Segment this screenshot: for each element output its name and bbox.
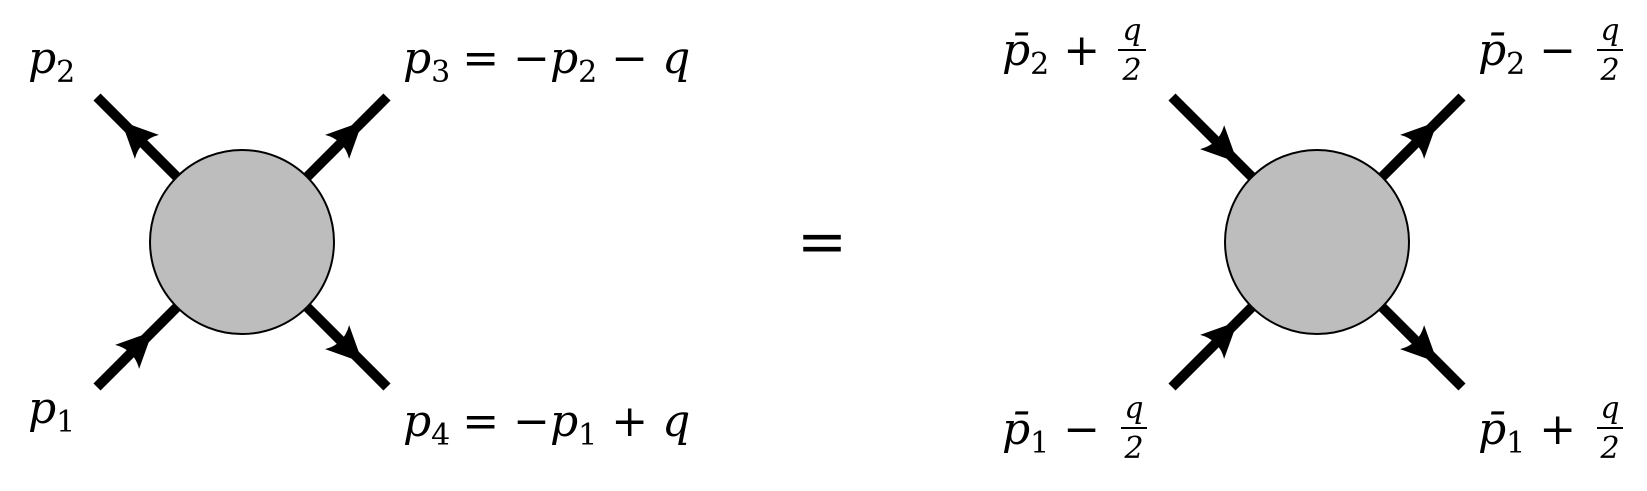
left-vertex-blob [150,150,334,334]
svg-text:p̄1−: $p̄_1$ − [1002,404,1101,461]
label-pb2-minus [1478,13,1623,88]
label-p1: $p_1$ [28,383,76,440]
leg-pb2-plus-line [1172,97,1253,178]
svg-text:q: q [1124,391,1144,426]
svg-text:p̄1+: $p̄_1$ + [1478,404,1577,461]
svg-text:2: 2 [1124,431,1144,466]
label-pb2-plus [1002,13,1146,88]
label-p4: $p_4 = -p_1 + q$ [403,396,691,453]
label-p3: $p_3 = -p_2 - q$ [403,33,691,90]
label-pb1-plus [1478,391,1623,466]
svg-text:p̄2−: $p̄_2$ − [1478,25,1577,82]
leg-pb1-minus-line [1172,306,1253,387]
svg-text:2: 2 [1122,53,1142,88]
equals-sign: = [796,207,848,277]
left-vertex-group [28,33,690,453]
right-vertex-blob [1225,150,1409,334]
right-vertex-group [1002,13,1623,466]
svg-text:2: 2 [1600,53,1620,88]
svg-text:2: 2 [1600,431,1620,466]
svg-text:q: q [1122,13,1142,48]
svg-text:q: q [1600,13,1620,48]
svg-text:q: q [1600,391,1620,426]
label-p2: $p_2$ [28,33,76,90]
label-pb1-minus [1002,391,1147,466]
svg-text:p̄2+: $p̄_2$ + [1002,25,1101,82]
